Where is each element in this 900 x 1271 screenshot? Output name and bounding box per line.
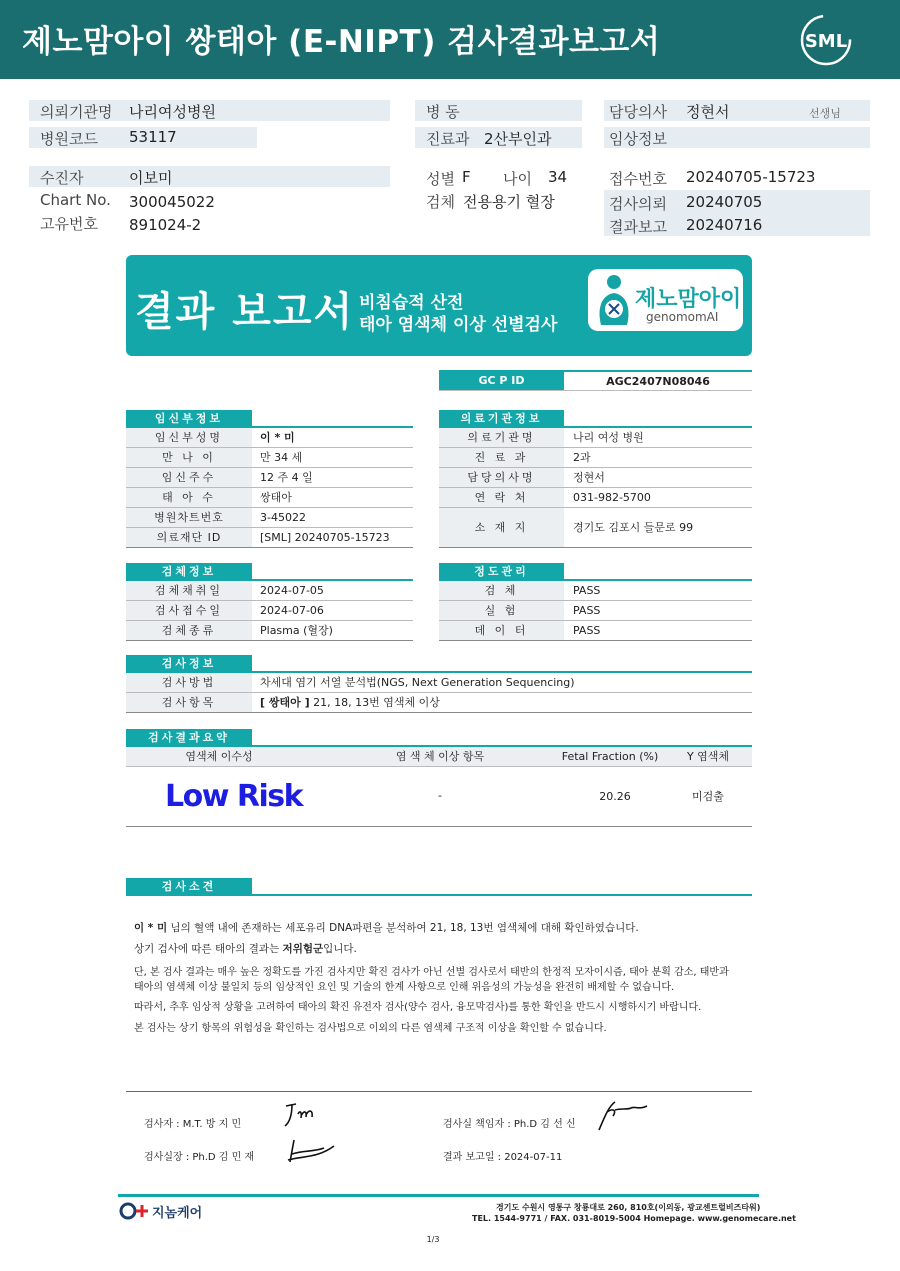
responsible-signature <box>595 1098 651 1134</box>
page-number: 1/3 <box>426 1235 440 1244</box>
patient-label: 수진자 <box>40 169 84 187</box>
clinical-label: 임상정보 <box>609 130 667 148</box>
findings-line2: 상기 검사에 따른 태아의 결과는 저위험군입니다. <box>134 943 357 955</box>
row-divider <box>126 826 752 827</box>
footer-line <box>118 1194 759 1197</box>
row-divider <box>126 766 752 767</box>
abnormal-value: - <box>438 789 442 802</box>
medical-row-label: 담당의사명 <box>439 468 564 487</box>
sml-logo <box>800 14 852 66</box>
mother-row-value: 만 34 세 <box>260 451 303 464</box>
footer-contact: TEL. 1544-9771 / FAX. 031-8019-5004 Homepage. www.genomecare.net <box>472 1214 796 1223</box>
qc-row-value: PASS <box>573 584 601 597</box>
doctor-label: 담당의사 <box>609 103 667 121</box>
page-title: 제노맘아이 쌍태아 (E-NIPT) 검사결과보고서 <box>22 24 661 60</box>
qc-header: 정도관리 <box>439 563 564 580</box>
gcpid-label: GC P ID <box>439 372 564 390</box>
doctor-suffix: 선생님 <box>809 107 841 120</box>
findings-line3: 단, 본 검사 결과는 매우 높은 정확도를 가진 검사지만 확진 검사가 아닌 선별 검사로서 태반의 한정적 모자이시즘, 태아 분획 감소, 태반과 <box>134 967 729 978</box>
banner-sub1: 비침습적 산전 <box>359 293 464 313</box>
dept-label: 진료과 <box>426 130 470 148</box>
summary-header: 검사결과요약 <box>126 729 252 746</box>
age-label: 나이 <box>503 170 532 188</box>
report-date-label: 결과 보고일 : 2024-07-11 <box>443 1152 563 1163</box>
findings-line1: 이 * 미 님의 혈액 내에 존재하는 세포유리 DNA파편을 분석하여 21, 18, 13번 염색체에 대해 확인하였습니다. <box>134 922 639 934</box>
inst-label: 의뢰기관명 <box>40 103 113 121</box>
gcpid-value: AGC2407N08046 <box>606 375 710 388</box>
row-divider <box>126 712 752 713</box>
chart-value: 300045022 <box>129 193 215 211</box>
mother-row-value: [SML] 20240705-15723 <box>260 531 390 544</box>
recv-value: 20240705-15723 <box>686 168 816 186</box>
row-divider <box>439 640 752 641</box>
tester-signature <box>282 1100 328 1130</box>
responsible-label: 검사실 책임자 : Ph.D 김 선 신 <box>443 1119 576 1130</box>
specimen-row-value: 2024-07-05 <box>260 584 324 597</box>
gcpid-bottom-line <box>439 390 752 391</box>
tester-label: 검사자 : M.T. 방 지 민 <box>144 1119 242 1130</box>
specimen-row-label: 검체채취일 <box>126 581 252 600</box>
mother-row-value: 쌍태아 <box>260 491 292 504</box>
specimen-row-label: 검체종류 <box>126 621 252 640</box>
mother-row-value: 이 * 미 <box>260 431 295 444</box>
mother-header: 임신부정보 <box>126 410 252 427</box>
medical-row-label: 의료기관명 <box>439 428 564 447</box>
dept-value: 2산부인과 <box>484 130 552 148</box>
specimen-header: 검체정보 <box>126 563 252 580</box>
code-label: 병원코드 <box>40 130 98 148</box>
sex-value: F <box>462 168 471 186</box>
banner-sub2: 태아 염색체 이상 선별검사 <box>359 315 558 335</box>
genomom-logo-sub: genomomAI <box>646 310 719 324</box>
summary-col2: 염 색 체 이상 항목 <box>395 750 485 763</box>
genomom-icon <box>595 273 633 327</box>
medical-row-label: 진 료 과 <box>439 448 564 467</box>
risk-result: Low Risk <box>165 779 303 814</box>
medical-row-label: 소 재 지 <box>439 508 564 547</box>
medical-row-label: 연 락 처 <box>439 488 564 507</box>
specimen-row-label: 검사접수일 <box>126 601 252 620</box>
svg-text:SML: SML <box>804 31 848 52</box>
genomecare-logo-icon <box>118 1201 150 1221</box>
ward-label: 병 동 <box>426 103 460 121</box>
code-value: 53117 <box>129 128 177 146</box>
chart-label: Chart No. <box>40 191 111 209</box>
mother-row-label: 임신주수 <box>126 468 252 487</box>
mother-row-label: 의료재단 ID <box>126 528 252 547</box>
banner-title: 결과 보고서 <box>135 289 355 335</box>
test-header: 검사정보 <box>126 655 252 672</box>
row-divider <box>126 547 413 548</box>
findings-line5: 따라서, 추후 임상적 상황을 고려하여 태아의 확진 유전자 검사(양수 검사, 융모막검사)를 통한 확인을 반드시 시행하시기 바랍니다. <box>134 1002 702 1013</box>
medical-row-value: 2과 <box>573 451 591 464</box>
row-divider <box>126 640 413 641</box>
head-signature <box>284 1136 338 1166</box>
y-value: 미검출 <box>692 790 724 803</box>
medical-row-value: 나리 여성 병원 <box>573 431 644 444</box>
req-value: 20240705 <box>686 193 763 211</box>
unique-value: 891024-2 <box>129 216 202 234</box>
qc-row-label: 실 험 <box>439 601 564 620</box>
genomecare-logo-text: 지놈케어 <box>152 1206 203 1221</box>
sex-label: 성별 <box>426 170 455 188</box>
footer-address: 경기도 수원시 영통구 창룡대로 260, 810호(이의동, 광교센트럴비즈타워) <box>496 1203 761 1212</box>
row-divider <box>439 547 752 548</box>
test-item-value: [ 쌍태아 ] 21, 18, 13번 염색체 이상 <box>260 696 440 709</box>
recv-label: 접수번호 <box>609 170 667 188</box>
specimen-row-value: Plasma (혈장) <box>260 624 333 637</box>
test-item-label: 검사항목 <box>126 693 252 712</box>
head-label: 검사실장 : Ph.D 김 민 재 <box>144 1152 255 1163</box>
medical-row-value: 정현서 <box>573 471 605 484</box>
findings-line6: 본 검사는 상기 항목의 위험성을 확인하는 검사법으로 이외의 다른 염색체 구조적 이상을 확인할 수 없습니다. <box>134 1023 607 1034</box>
mother-row-label: 병원차트번호 <box>126 508 252 527</box>
qc-row-label: 검 체 <box>439 581 564 600</box>
age-value: 34 <box>548 168 568 186</box>
specimen-value: 전용용기 혈장 <box>463 193 555 211</box>
qc-row-value: PASS <box>573 604 601 617</box>
mother-row-value: 12 주 4 일 <box>260 471 313 484</box>
summary-col3: Fetal Fraction (%) <box>561 750 659 763</box>
summary-col4: Y 염색체 <box>686 750 730 763</box>
summary-col1: 염색체 이수성 <box>185 750 253 763</box>
mother-row-label: 만 나 이 <box>126 448 252 467</box>
mother-row-value: 3-45022 <box>260 511 306 524</box>
req-label: 검사의뢰 <box>609 195 667 213</box>
mother-row-label: 임신부성명 <box>126 428 252 447</box>
test-method-label: 검사방법 <box>126 673 252 692</box>
gcpid-top-line <box>439 370 752 372</box>
findings-header: 검사소견 <box>126 878 252 895</box>
mother-row-label: 태 아 수 <box>126 488 252 507</box>
signature-divider <box>126 1091 752 1092</box>
specimen-label: 검체 <box>426 193 455 211</box>
test-method-value: 차세대 염기 서열 분석법(NGS, Next Generation Sequencing) <box>260 676 575 689</box>
qc-row-value: PASS <box>573 624 601 637</box>
findings-line4: 태아의 염색체 이상 불일치 등의 임상적인 요인 및 기술의 한계 사항으로 인해 위음성의 가능성을 완전히 배제할 수 없습니다. <box>134 982 675 993</box>
report-value: 20240716 <box>686 216 763 234</box>
unique-label: 고유번호 <box>40 215 98 233</box>
inst-value: 나리여성병원 <box>129 103 216 121</box>
findings-top-line <box>126 894 752 896</box>
patient-value: 이보미 <box>129 169 173 187</box>
qc-row-label: 데 이 터 <box>439 621 564 640</box>
report-label: 결과보고 <box>609 218 667 236</box>
medical-row-value: 031-982-5700 <box>573 491 651 504</box>
medical-header: 의료기관정보 <box>439 410 564 427</box>
medical-row-value: 경기도 김포시 들문로 99 <box>573 521 694 534</box>
doctor-value: 정현서 <box>686 103 730 121</box>
genomom-logo-title: 제노맘아이 <box>635 287 742 312</box>
ff-value: 20.26 <box>599 790 631 803</box>
specimen-row-value: 2024-07-06 <box>260 604 324 617</box>
